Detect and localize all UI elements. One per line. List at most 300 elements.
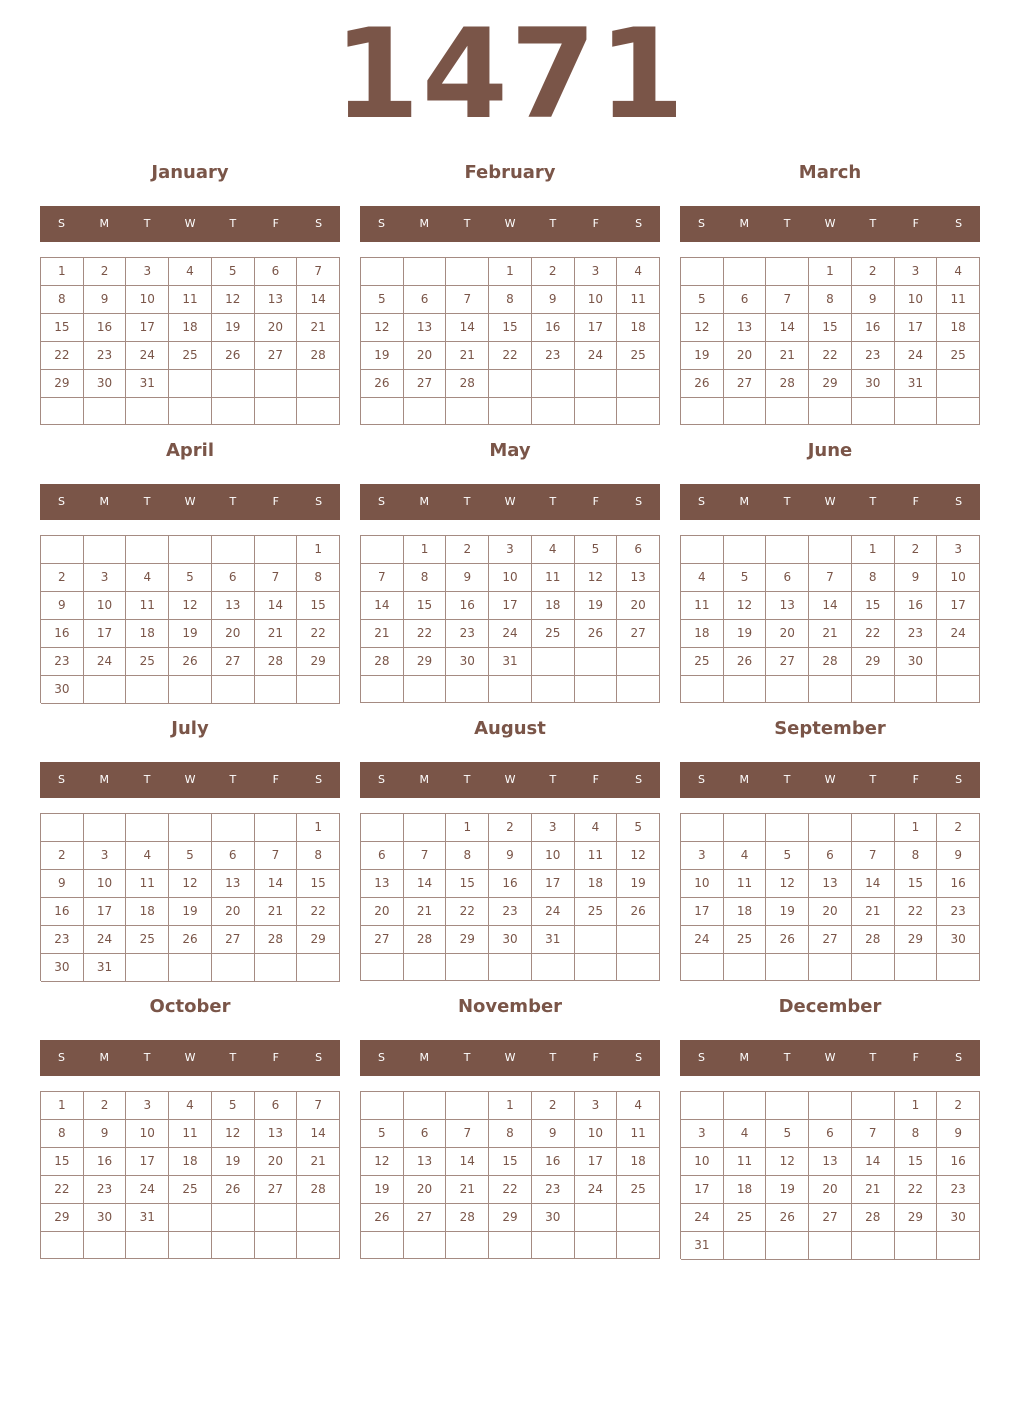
empty-day-cell bbox=[84, 398, 127, 425]
day-cell: 1 bbox=[895, 1092, 938, 1120]
day-cell: 6 bbox=[404, 286, 447, 314]
empty-day-cell bbox=[532, 648, 575, 676]
day-cell: 15 bbox=[809, 314, 852, 342]
empty-day-cell bbox=[255, 954, 298, 982]
day-cell: 8 bbox=[895, 1120, 938, 1148]
empty-day-cell bbox=[766, 676, 809, 703]
day-cell: 24 bbox=[681, 1204, 724, 1232]
day-cell: 4 bbox=[724, 1120, 767, 1148]
day-cell: 12 bbox=[361, 314, 404, 342]
weekday-header bbox=[40, 206, 340, 242]
day-cell: 24 bbox=[575, 342, 618, 370]
empty-day-cell bbox=[212, 370, 255, 398]
month-name: January bbox=[151, 162, 229, 183]
month-name: April bbox=[165, 440, 215, 461]
empty-day-cell bbox=[724, 954, 767, 981]
month-name: February bbox=[464, 162, 556, 183]
day-cell: 8 bbox=[297, 842, 340, 870]
empty-day-cell bbox=[126, 954, 169, 982]
day-cell: 26 bbox=[681, 370, 724, 398]
day-grid bbox=[40, 813, 340, 981]
day-cell: 5 bbox=[361, 1120, 404, 1148]
day-cell: 29 bbox=[489, 1204, 532, 1232]
day-cell: 23 bbox=[84, 1176, 127, 1204]
day-cell: 10 bbox=[681, 1148, 724, 1176]
day-cell: 7 bbox=[809, 564, 852, 592]
day-cell: 20 bbox=[809, 1176, 852, 1204]
day-cell: 7 bbox=[297, 258, 340, 286]
day-cell: 14 bbox=[361, 592, 404, 620]
day-cell: 9 bbox=[84, 286, 127, 314]
day-cell: 14 bbox=[446, 314, 489, 342]
weekday-label: W bbox=[824, 1051, 836, 1064]
day-cell: 15 bbox=[297, 592, 340, 620]
weekday-label: M bbox=[99, 217, 110, 230]
day-cell: 12 bbox=[575, 564, 618, 592]
day-cell: 5 bbox=[575, 536, 618, 564]
empty-day-cell bbox=[446, 398, 489, 425]
empty-day-cell bbox=[766, 398, 809, 425]
day-cell: 29 bbox=[809, 370, 852, 398]
day-cell: 25 bbox=[724, 926, 767, 954]
empty-day-cell bbox=[724, 398, 767, 425]
empty-day-cell bbox=[766, 536, 809, 564]
day-cell: 18 bbox=[126, 898, 169, 926]
weekday-label: T bbox=[783, 773, 791, 786]
day-cell: 29 bbox=[404, 648, 447, 676]
empty-day-cell bbox=[809, 536, 852, 564]
day-cell: 28 bbox=[255, 926, 298, 954]
weekday-label: S bbox=[635, 1051, 643, 1064]
day-cell: 27 bbox=[212, 648, 255, 676]
empty-day-cell bbox=[126, 1232, 169, 1259]
day-cell: 20 bbox=[766, 620, 809, 648]
weekday-label: T bbox=[783, 217, 791, 230]
day-cell: 28 bbox=[852, 1204, 895, 1232]
day-cell: 15 bbox=[446, 870, 489, 898]
day-cell: 9 bbox=[446, 564, 489, 592]
weekday-label: S bbox=[315, 217, 323, 230]
day-cell: 10 bbox=[84, 870, 127, 898]
empty-day-cell bbox=[809, 398, 852, 425]
weekday-label: T bbox=[229, 495, 237, 508]
day-cell: 11 bbox=[617, 286, 660, 314]
day-cell: 30 bbox=[84, 1204, 127, 1232]
empty-day-cell bbox=[404, 398, 447, 425]
day-cell: 3 bbox=[84, 842, 127, 870]
day-cell: 2 bbox=[937, 1092, 980, 1120]
empty-day-cell bbox=[852, 814, 895, 842]
empty-day-cell bbox=[809, 1232, 852, 1260]
day-cell: 16 bbox=[532, 314, 575, 342]
day-cell: 16 bbox=[937, 870, 980, 898]
day-cell: 21 bbox=[255, 898, 298, 926]
day-cell: 31 bbox=[895, 370, 938, 398]
day-cell: 7 bbox=[404, 842, 447, 870]
day-cell: 21 bbox=[404, 898, 447, 926]
day-cell: 12 bbox=[766, 1148, 809, 1176]
empty-day-cell bbox=[361, 398, 404, 425]
day-cell: 3 bbox=[126, 258, 169, 286]
day-cell: 17 bbox=[895, 314, 938, 342]
empty-day-cell bbox=[404, 1232, 447, 1259]
weekday-label: S bbox=[955, 773, 963, 786]
empty-day-cell bbox=[532, 1232, 575, 1259]
day-cell: 27 bbox=[617, 620, 660, 648]
weekday-header bbox=[360, 762, 660, 798]
day-cell: 9 bbox=[852, 286, 895, 314]
weekday-header bbox=[680, 762, 980, 798]
day-cell: 1 bbox=[489, 258, 532, 286]
day-cell: 19 bbox=[361, 1176, 404, 1204]
day-cell: 21 bbox=[766, 342, 809, 370]
day-cell: 6 bbox=[809, 1120, 852, 1148]
day-cell: 11 bbox=[617, 1120, 660, 1148]
day-cell: 26 bbox=[575, 620, 618, 648]
day-cell: 14 bbox=[297, 286, 340, 314]
empty-day-cell bbox=[617, 676, 660, 703]
empty-day-cell bbox=[126, 676, 169, 704]
day-cell: 20 bbox=[255, 314, 298, 342]
empty-day-cell bbox=[575, 1204, 618, 1232]
weekday-label: T bbox=[229, 1051, 237, 1064]
day-cell: 24 bbox=[937, 620, 980, 648]
day-cell: 12 bbox=[681, 314, 724, 342]
empty-day-cell bbox=[446, 1232, 489, 1259]
empty-day-cell bbox=[489, 1232, 532, 1259]
day-cell: 15 bbox=[297, 870, 340, 898]
day-cell: 6 bbox=[404, 1120, 447, 1148]
day-cell: 27 bbox=[404, 370, 447, 398]
empty-day-cell bbox=[809, 1092, 852, 1120]
empty-day-cell bbox=[681, 954, 724, 981]
day-cell: 14 bbox=[255, 870, 298, 898]
day-cell: 25 bbox=[937, 342, 980, 370]
day-cell: 22 bbox=[41, 1176, 84, 1204]
empty-day-cell bbox=[169, 370, 212, 398]
empty-day-cell bbox=[361, 1232, 404, 1259]
weekday-label: S bbox=[57, 773, 65, 786]
day-cell: 19 bbox=[681, 342, 724, 370]
empty-day-cell bbox=[852, 1092, 895, 1120]
day-cell: 29 bbox=[297, 926, 340, 954]
day-cell: 9 bbox=[532, 286, 575, 314]
day-cell: 6 bbox=[809, 842, 852, 870]
day-cell: 26 bbox=[169, 926, 212, 954]
day-cell: 22 bbox=[41, 342, 84, 370]
day-cell: 26 bbox=[724, 648, 767, 676]
day-cell: 25 bbox=[575, 898, 618, 926]
empty-day-cell bbox=[575, 1232, 618, 1259]
day-cell: 19 bbox=[766, 898, 809, 926]
day-cell: 12 bbox=[169, 870, 212, 898]
day-cell: 1 bbox=[297, 536, 340, 564]
empty-day-cell bbox=[255, 1204, 298, 1232]
day-cell: 19 bbox=[212, 1148, 255, 1176]
empty-day-cell bbox=[169, 1232, 212, 1259]
day-cell: 10 bbox=[84, 592, 127, 620]
empty-day-cell bbox=[169, 398, 212, 425]
day-cell: 10 bbox=[575, 1120, 618, 1148]
day-cell: 18 bbox=[681, 620, 724, 648]
weekday-label: F bbox=[592, 217, 599, 230]
day-cell: 16 bbox=[41, 620, 84, 648]
weekday-label: T bbox=[229, 773, 237, 786]
day-cell: 19 bbox=[724, 620, 767, 648]
day-cell: 10 bbox=[937, 564, 980, 592]
day-cell: 5 bbox=[681, 286, 724, 314]
weekday-label: S bbox=[377, 495, 385, 508]
day-cell: 6 bbox=[212, 564, 255, 592]
day-cell: 20 bbox=[724, 342, 767, 370]
day-cell: 29 bbox=[41, 1204, 84, 1232]
day-cell: 27 bbox=[724, 370, 767, 398]
day-cell: 10 bbox=[489, 564, 532, 592]
empty-day-cell bbox=[404, 814, 447, 842]
day-cell: 13 bbox=[404, 1148, 447, 1176]
weekday-label: W bbox=[184, 773, 196, 786]
empty-day-cell bbox=[681, 676, 724, 703]
day-cell: 8 bbox=[41, 286, 84, 314]
empty-day-cell bbox=[617, 648, 660, 676]
day-cell: 21 bbox=[446, 1176, 489, 1204]
day-cell: 23 bbox=[446, 620, 489, 648]
day-cell: 28 bbox=[852, 926, 895, 954]
weekday-label: S bbox=[377, 773, 385, 786]
empty-day-cell bbox=[361, 954, 404, 981]
day-cell: 3 bbox=[895, 258, 938, 286]
empty-day-cell bbox=[169, 814, 212, 842]
day-cell: 6 bbox=[255, 1092, 298, 1120]
empty-day-cell bbox=[895, 954, 938, 981]
day-cell: 27 bbox=[361, 926, 404, 954]
empty-day-cell bbox=[617, 370, 660, 398]
weekday-label: W bbox=[824, 773, 836, 786]
empty-day-cell bbox=[937, 676, 980, 703]
weekday-label: W bbox=[184, 217, 196, 230]
day-cell: 30 bbox=[489, 926, 532, 954]
day-cell: 10 bbox=[575, 286, 618, 314]
day-cell: 25 bbox=[617, 342, 660, 370]
day-cell: 24 bbox=[84, 648, 127, 676]
weekday-label: F bbox=[912, 495, 919, 508]
day-cell: 5 bbox=[169, 842, 212, 870]
day-cell: 6 bbox=[724, 286, 767, 314]
day-cell: 11 bbox=[169, 1120, 212, 1148]
day-cell: 11 bbox=[724, 870, 767, 898]
day-cell: 19 bbox=[766, 1176, 809, 1204]
empty-day-cell bbox=[41, 536, 84, 564]
empty-day-cell bbox=[446, 258, 489, 286]
day-cell: 4 bbox=[617, 1092, 660, 1120]
day-cell: 29 bbox=[852, 648, 895, 676]
day-cell: 15 bbox=[895, 870, 938, 898]
day-cell: 22 bbox=[895, 1176, 938, 1204]
weekday-label: S bbox=[697, 495, 705, 508]
day-cell: 26 bbox=[766, 1204, 809, 1232]
weekday-label: F bbox=[272, 217, 279, 230]
day-cell: 8 bbox=[489, 286, 532, 314]
empty-day-cell bbox=[255, 398, 298, 425]
day-cell: 14 bbox=[255, 592, 298, 620]
day-cell: 23 bbox=[489, 898, 532, 926]
day-cell: 16 bbox=[446, 592, 489, 620]
empty-day-cell bbox=[724, 1232, 767, 1260]
day-cell: 11 bbox=[126, 870, 169, 898]
day-cell: 22 bbox=[489, 342, 532, 370]
day-grid bbox=[680, 257, 980, 425]
day-cell: 3 bbox=[126, 1092, 169, 1120]
day-cell: 23 bbox=[895, 620, 938, 648]
day-cell: 26 bbox=[212, 342, 255, 370]
weekday-label: T bbox=[549, 1051, 557, 1064]
day-cell: 7 bbox=[297, 1092, 340, 1120]
empty-day-cell bbox=[41, 1232, 84, 1259]
empty-day-cell bbox=[895, 676, 938, 703]
weekday-label: F bbox=[912, 1051, 919, 1064]
day-cell: 9 bbox=[937, 842, 980, 870]
day-cell: 22 bbox=[809, 342, 852, 370]
day-cell: 7 bbox=[361, 564, 404, 592]
day-cell: 13 bbox=[766, 592, 809, 620]
day-cell: 13 bbox=[255, 1120, 298, 1148]
day-cell: 28 bbox=[446, 370, 489, 398]
day-cell: 17 bbox=[575, 314, 618, 342]
day-cell: 7 bbox=[766, 286, 809, 314]
weekday-label: S bbox=[377, 217, 385, 230]
empty-day-cell bbox=[852, 676, 895, 703]
day-cell: 6 bbox=[361, 842, 404, 870]
day-cell: 12 bbox=[212, 286, 255, 314]
weekday-label: M bbox=[739, 495, 750, 508]
day-cell: 5 bbox=[361, 286, 404, 314]
weekday-label: T bbox=[783, 1051, 791, 1064]
day-cell: 12 bbox=[617, 842, 660, 870]
empty-day-cell bbox=[255, 676, 298, 704]
day-cell: 2 bbox=[489, 814, 532, 842]
empty-day-cell bbox=[361, 814, 404, 842]
day-cell: 21 bbox=[446, 342, 489, 370]
day-cell: 2 bbox=[937, 814, 980, 842]
day-cell: 23 bbox=[41, 648, 84, 676]
day-cell: 8 bbox=[489, 1120, 532, 1148]
day-cell: 5 bbox=[212, 1092, 255, 1120]
day-cell: 12 bbox=[361, 1148, 404, 1176]
day-cell: 13 bbox=[724, 314, 767, 342]
day-cell: 17 bbox=[681, 1176, 724, 1204]
day-cell: 18 bbox=[169, 1148, 212, 1176]
day-cell: 22 bbox=[446, 898, 489, 926]
day-cell: 8 bbox=[404, 564, 447, 592]
day-cell: 17 bbox=[681, 898, 724, 926]
day-cell: 24 bbox=[489, 620, 532, 648]
day-cell: 2 bbox=[41, 564, 84, 592]
day-cell: 27 bbox=[255, 1176, 298, 1204]
day-cell: 15 bbox=[41, 1148, 84, 1176]
weekday-label: S bbox=[955, 495, 963, 508]
weekday-label: W bbox=[504, 217, 516, 230]
day-cell: 20 bbox=[212, 898, 255, 926]
day-cell: 11 bbox=[169, 286, 212, 314]
empty-day-cell bbox=[255, 1232, 298, 1259]
weekday-label: S bbox=[697, 1051, 705, 1064]
empty-day-cell bbox=[169, 954, 212, 982]
empty-day-cell bbox=[489, 954, 532, 981]
weekday-label: T bbox=[869, 217, 877, 230]
empty-day-cell bbox=[169, 1204, 212, 1232]
day-cell: 21 bbox=[809, 620, 852, 648]
year-title: 1471 bbox=[333, 3, 687, 147]
weekday-label: W bbox=[184, 495, 196, 508]
empty-day-cell bbox=[532, 370, 575, 398]
day-cell: 7 bbox=[446, 1120, 489, 1148]
day-cell: 26 bbox=[617, 898, 660, 926]
empty-day-cell bbox=[489, 398, 532, 425]
weekday-label: M bbox=[419, 217, 430, 230]
empty-day-cell bbox=[126, 536, 169, 564]
day-cell: 13 bbox=[809, 870, 852, 898]
day-cell: 2 bbox=[84, 258, 127, 286]
empty-day-cell bbox=[575, 648, 618, 676]
day-cell: 25 bbox=[532, 620, 575, 648]
empty-day-cell bbox=[937, 648, 980, 676]
day-cell: 11 bbox=[937, 286, 980, 314]
day-cell: 22 bbox=[404, 620, 447, 648]
empty-day-cell bbox=[617, 1232, 660, 1259]
empty-day-cell bbox=[575, 926, 618, 954]
day-cell: 19 bbox=[617, 870, 660, 898]
day-cell: 24 bbox=[84, 926, 127, 954]
day-cell: 10 bbox=[126, 286, 169, 314]
month-name: December bbox=[778, 996, 882, 1017]
weekday-label: F bbox=[272, 773, 279, 786]
day-cell: 2 bbox=[532, 1092, 575, 1120]
empty-day-cell bbox=[169, 536, 212, 564]
day-cell: 10 bbox=[532, 842, 575, 870]
weekday-label: T bbox=[463, 1051, 471, 1064]
day-cell: 27 bbox=[255, 342, 298, 370]
month-name: October bbox=[149, 996, 231, 1017]
weekday-label: S bbox=[315, 495, 323, 508]
day-cell: 5 bbox=[766, 1120, 809, 1148]
day-cell: 31 bbox=[84, 954, 127, 982]
empty-day-cell bbox=[361, 1092, 404, 1120]
empty-day-cell bbox=[404, 676, 447, 703]
day-cell: 15 bbox=[489, 314, 532, 342]
day-cell: 22 bbox=[297, 620, 340, 648]
day-cell: 1 bbox=[446, 814, 489, 842]
weekday-label: M bbox=[419, 773, 430, 786]
day-cell: 26 bbox=[361, 1204, 404, 1232]
day-cell: 27 bbox=[404, 1204, 447, 1232]
day-cell: 11 bbox=[724, 1148, 767, 1176]
day-cell: 15 bbox=[489, 1148, 532, 1176]
day-cell: 3 bbox=[575, 258, 618, 286]
weekday-label: S bbox=[315, 1051, 323, 1064]
day-cell: 20 bbox=[809, 898, 852, 926]
day-cell: 10 bbox=[681, 870, 724, 898]
day-cell: 6 bbox=[255, 258, 298, 286]
day-cell: 28 bbox=[297, 342, 340, 370]
day-cell: 12 bbox=[169, 592, 212, 620]
empty-day-cell bbox=[532, 398, 575, 425]
day-cell: 24 bbox=[126, 342, 169, 370]
weekday-label: T bbox=[463, 773, 471, 786]
empty-day-cell bbox=[937, 954, 980, 981]
empty-day-cell bbox=[895, 398, 938, 425]
weekday-label: S bbox=[57, 217, 65, 230]
day-cell: 21 bbox=[852, 898, 895, 926]
